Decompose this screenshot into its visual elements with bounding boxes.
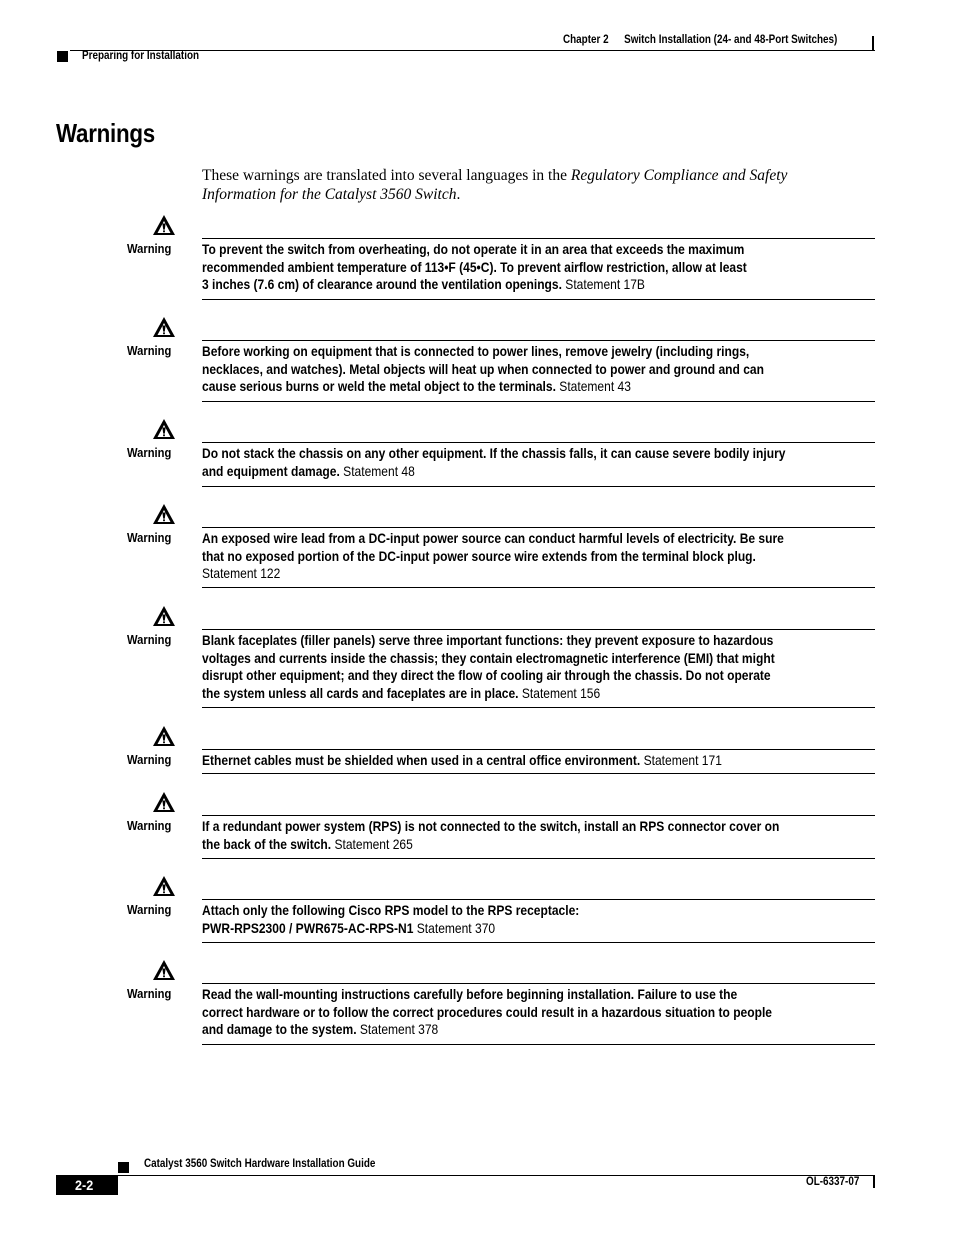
warning-label: Warning xyxy=(127,632,172,647)
statement-number: Statement 171 xyxy=(643,752,722,768)
warning-text: Before working on equipment that is connected to power lines, remove jewelry (including rings, necklaces, and watches). Metal objects will heat up when connected to power and ground and can cause serious burns or weld the metal object to the terminals. Statement 43 xyxy=(202,343,764,395)
warning-text: To prevent the switch from overheating, do not operate it in an area that exceeds the maximum recommended ambient temperature of 113•F (45•C). To prevent airflow restriction, allow at least 3 inches (7.6 cm) of clearance around the ventilation openings. Statement 17B xyxy=(202,241,747,293)
warning-bottom-rule xyxy=(202,1044,875,1045)
statement-number: Statement 156 xyxy=(521,685,601,702)
warning-icon xyxy=(152,725,176,747)
warning-text: If a redundant power system (RPS) is not connected to the switch, install an RPS connector cover on the back of the switch. Statement 265 xyxy=(202,818,780,852)
running-header-section: Preparing for Installation xyxy=(82,50,200,62)
warning-top-rule xyxy=(202,749,875,750)
warning-label: Warning xyxy=(127,902,172,917)
statement-number: Statement 122 xyxy=(202,565,281,582)
warning-text: An exposed wire lead from a DC-input power source can conduct harmful levels of electricity. Be sure that no exposed portion of the DC-input power source wire extends from the terminal block plug. Statement 122 xyxy=(202,530,784,582)
warning-top-rule xyxy=(202,340,875,341)
warning-icon xyxy=(152,959,176,981)
warning-top-rule xyxy=(202,527,875,528)
warning-bottom-rule xyxy=(202,587,875,588)
warning-top-rule xyxy=(202,983,875,984)
running-header-chapter: Chapter 2 Switch Installation (24- and 48-Port Switches) xyxy=(563,34,838,46)
warning-top-rule xyxy=(202,442,875,443)
warning-bottom-rule xyxy=(202,486,875,487)
warning-label: Warning xyxy=(127,986,172,1001)
warning-icon xyxy=(152,418,176,440)
warning-bottom-rule xyxy=(202,401,875,402)
warning-text: Read the wall-mounting instructions carefully before beginning installation. Failure to use the correct hardware or to follow the correct procedures could result in a hazardous situation to people and damage to the system. Statement 378 xyxy=(202,986,773,1038)
warning-top-rule xyxy=(202,629,875,630)
warning-bottom-rule xyxy=(202,707,875,708)
footer-divider xyxy=(873,1175,875,1188)
statement-number: Statement 17B xyxy=(565,276,645,293)
warning-text: Attach only the following Cisco RPS model to the RPS receptacle: PWR-RPS2300 / PWR675-AC-RPS-N1 Statement 370 xyxy=(202,902,580,936)
warning-bottom-rule xyxy=(202,773,875,774)
footer-rule xyxy=(118,1175,875,1176)
warning-label: Warning xyxy=(127,241,172,256)
warning-label: Warning xyxy=(127,818,172,833)
warning-icon xyxy=(152,503,176,525)
page-title: Warnings xyxy=(56,118,155,148)
warning-top-rule xyxy=(202,815,875,816)
warning-text: Ethernet cables must be shielded when used in a central office environment. Statement 171 xyxy=(202,752,722,768)
statement-number: Statement 48 xyxy=(343,462,415,479)
warning-text: Blank faceplates (filler panels) serve three important functions: they prevent exposure to hazardous voltages and currents inside the chassis; they contain electromagnetic interference (EMI) that might disrupt other equipment; and they direct the flow of cooling air through the chassis. Do not operate the system unless all cards and faceplates are in place. Statement 156 xyxy=(202,632,775,702)
warning-top-rule xyxy=(202,899,875,900)
warning-bottom-rule xyxy=(202,299,875,300)
warning-label: Warning xyxy=(127,343,172,358)
statement-number: Statement 265 xyxy=(334,835,413,852)
warning-top-rule xyxy=(202,238,875,239)
footer-marker xyxy=(118,1162,129,1173)
warning-bottom-rule xyxy=(202,942,875,943)
footer-guide-title: Catalyst 3560 Switch Hardware Installation Guide xyxy=(144,1158,376,1170)
header-divider xyxy=(872,36,874,50)
warning-icon xyxy=(152,605,176,627)
footer-doc-number: OL-6337-07 xyxy=(806,1176,860,1188)
intro-paragraph: These warnings are translated into several languages in the Regulatory Compliance and Safety Information for the Catalyst 3560 Switch. xyxy=(202,167,788,203)
warning-label: Warning xyxy=(127,445,172,460)
statement-number: Statement 370 xyxy=(416,919,496,936)
statement-number: Statement 378 xyxy=(359,1021,439,1038)
warning-text: Do not stack the chassis on any other equipment. If the chassis falls, it can cause severe bodily injury and equipment damage. Statement 48 xyxy=(202,445,786,479)
warning-icon xyxy=(152,875,176,897)
warning-label: Warning xyxy=(127,530,172,545)
warning-icon xyxy=(152,316,176,338)
statement-number: Statement 43 xyxy=(559,378,631,395)
warning-icon xyxy=(152,791,176,813)
page-number: 2-2 xyxy=(56,1175,118,1195)
warning-icon xyxy=(152,214,176,236)
warning-label: Warning xyxy=(127,752,172,767)
warning-bottom-rule xyxy=(202,858,875,859)
header-marker xyxy=(57,51,68,62)
